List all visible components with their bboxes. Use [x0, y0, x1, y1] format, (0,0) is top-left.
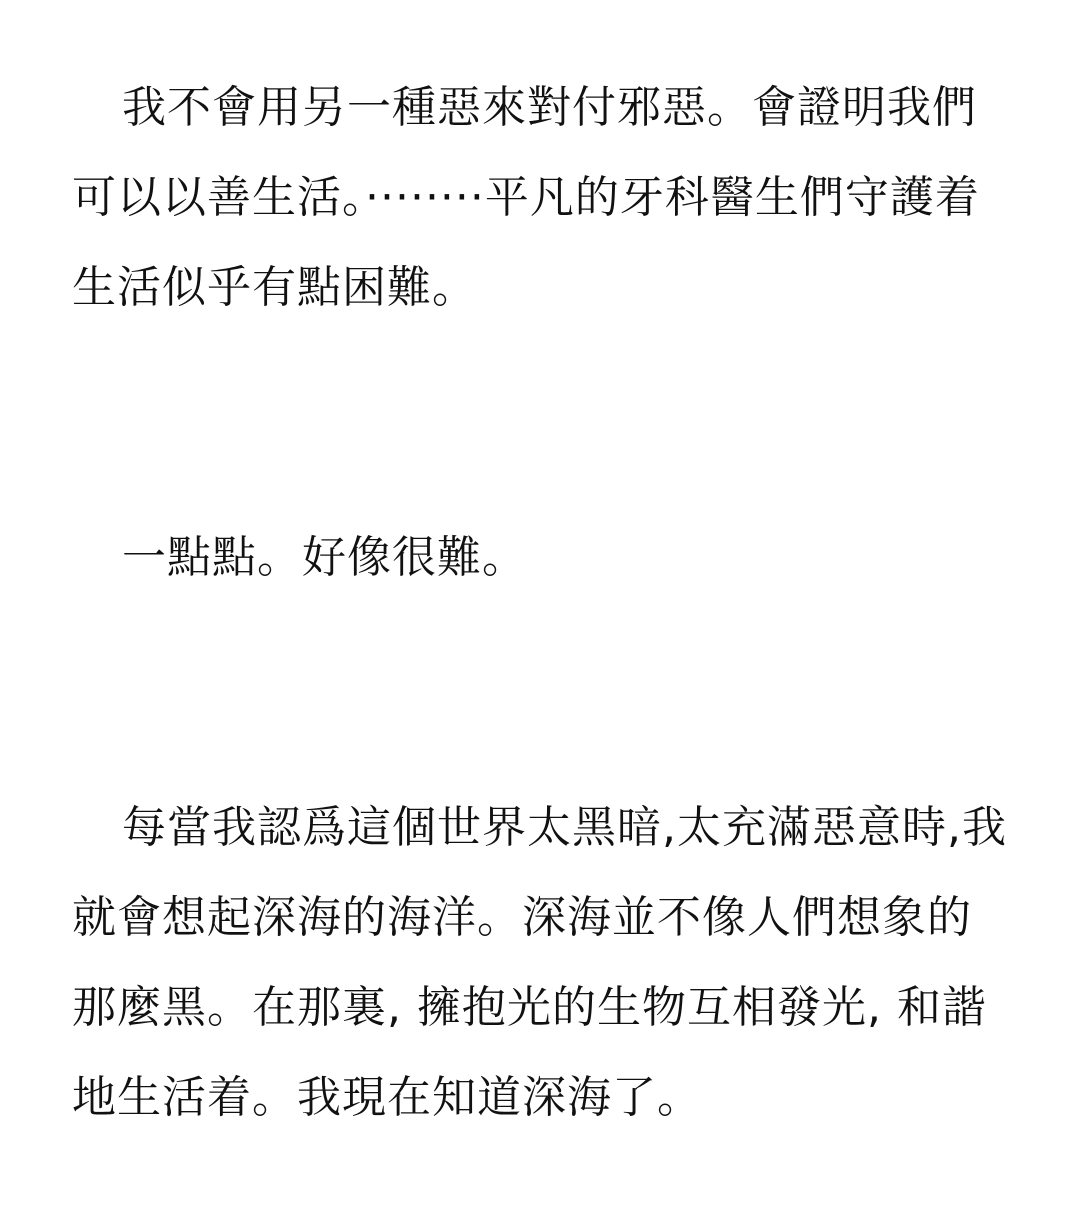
paragraph-2: 一點點。好像很難。	[122, 532, 527, 583]
paragraph-3: 每當我認爲這個世界太黑暗,太充滿惡意時,我就會想起深海的海洋。深海並不像人們想象的那麼黑。在那裏, 擁抱光的生物互相發光, 和諧地生活着。我現在知道深海了。	[72, 802, 1007, 1123]
paragraph-1: 我不會用另一種惡來對付邪惡。會證明我們可以以善生活。········平凡的牙科醫生們守護着生活似乎有點困難。	[72, 82, 980, 313]
